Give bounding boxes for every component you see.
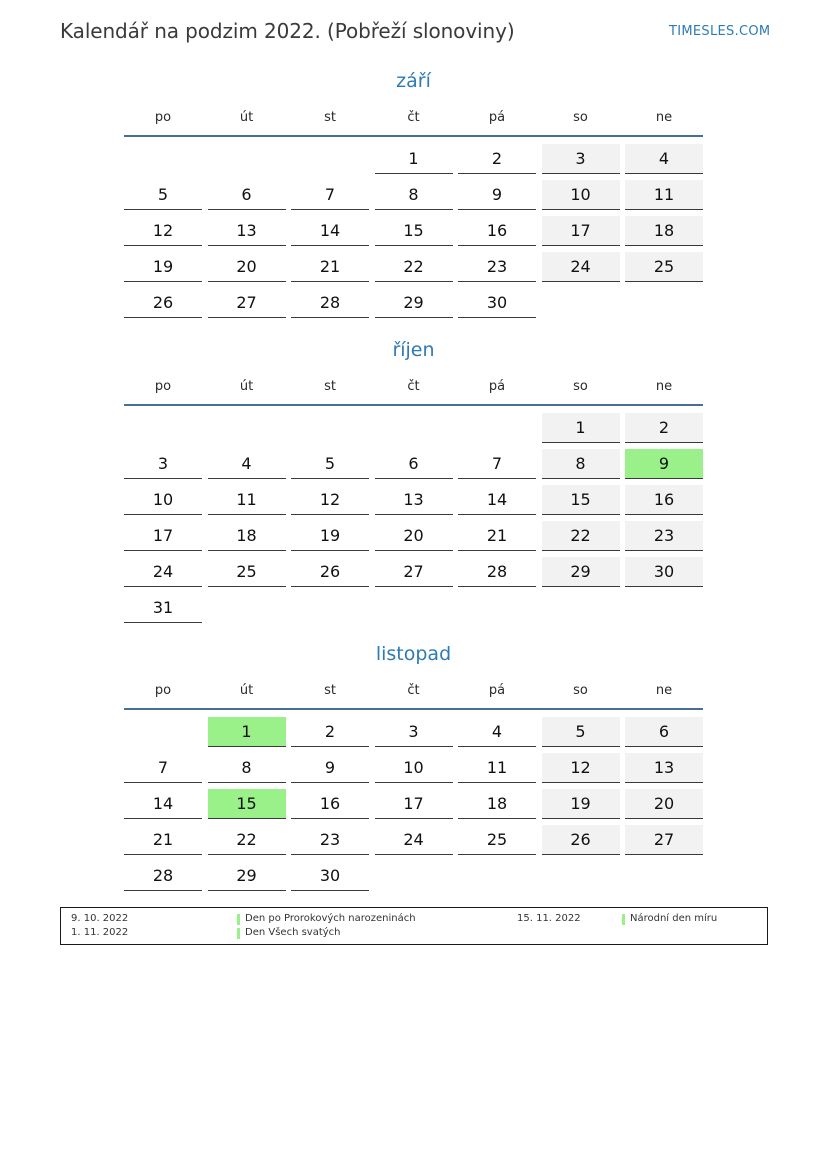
day-cell: 27: [208, 288, 286, 318]
weekday-label: pá: [488, 379, 506, 394]
month-title: říjen: [392, 339, 435, 361]
day-cell: 30: [458, 288, 536, 318]
day-cell: 3: [375, 717, 453, 747]
day-cell: 2: [458, 144, 536, 174]
weekend-day-cell: 26: [542, 825, 620, 855]
day-cell: 8: [375, 180, 453, 210]
day-cell: 23: [458, 252, 536, 282]
weekday-label: st: [324, 683, 336, 698]
weekend-day-cell: 29: [542, 557, 620, 587]
day-cell: 5: [291, 449, 369, 479]
day-cell: 21: [291, 252, 369, 282]
page-title: Kalendář na podzim 2022. (Pobřeží slonoviny): [60, 19, 515, 43]
holiday-day-cell: 1: [208, 717, 286, 747]
day-cell: 30: [291, 861, 369, 891]
weekend-day-cell: 27: [625, 825, 703, 855]
day-cell: 22: [208, 825, 286, 855]
weekend-day-cell: 30: [625, 557, 703, 587]
day-cell: 26: [124, 288, 202, 318]
day-cell: 25: [458, 825, 536, 855]
day-cell: 10: [124, 485, 202, 515]
day-cell: 15: [375, 216, 453, 246]
weekend-day-cell: 4: [625, 144, 703, 174]
month-title: září: [396, 70, 431, 92]
weekend-day-cell: 1: [542, 413, 620, 443]
day-cell: 19: [291, 521, 369, 551]
weekend-day-cell: 5: [542, 717, 620, 747]
day-cell: 24: [124, 557, 202, 587]
weekday-header: [124, 683, 703, 699]
weekday-label: út: [239, 683, 254, 698]
month-title: listopad: [375, 643, 452, 665]
day-cell: 12: [291, 485, 369, 515]
weekday-label: ne: [655, 683, 673, 698]
day-cell: 8: [208, 753, 286, 783]
header-rule: [124, 135, 703, 137]
day-cell: 12: [124, 216, 202, 246]
day-cell: 9: [291, 753, 369, 783]
day-cell: 11: [208, 485, 286, 515]
weekend-day-cell: 12: [542, 753, 620, 783]
legend-date: 15. 11. 2022: [517, 913, 581, 924]
day-cell: 29: [375, 288, 453, 318]
legend-holiday-name: Národní den míru: [622, 913, 717, 924]
weekend-day-cell: 25: [625, 252, 703, 282]
weekday-label: po: [154, 683, 172, 698]
weekday-label: pá: [488, 683, 506, 698]
header-rule: [124, 708, 703, 710]
weekday-label: po: [154, 379, 172, 394]
weekday-header: [124, 110, 703, 126]
day-cell: 2: [291, 717, 369, 747]
weekend-day-cell: 3: [542, 144, 620, 174]
day-cell: 21: [124, 825, 202, 855]
weekday-label: út: [239, 110, 254, 125]
day-cell: 29: [208, 861, 286, 891]
day-cell: 17: [124, 521, 202, 551]
weekday-label: čt: [407, 379, 420, 394]
weekday-label: so: [573, 379, 588, 394]
weekday-label: čt: [407, 110, 420, 125]
weekday-label: ne: [655, 379, 673, 394]
day-cell: 17: [375, 789, 453, 819]
weekend-day-cell: 10: [542, 180, 620, 210]
weekend-day-cell: 11: [625, 180, 703, 210]
day-cell: 26: [291, 557, 369, 587]
day-cell: 22: [375, 252, 453, 282]
weekday-label: st: [324, 110, 336, 125]
day-cell: 4: [458, 717, 536, 747]
day-cell: 3: [124, 449, 202, 479]
weekend-day-cell: 17: [542, 216, 620, 246]
weekday-label: so: [573, 110, 588, 125]
day-cell: 5: [124, 180, 202, 210]
day-cell: 19: [124, 252, 202, 282]
day-cell: 7: [458, 449, 536, 479]
holiday-day-cell: 9: [625, 449, 703, 479]
day-cell: 16: [291, 789, 369, 819]
day-cell: 18: [208, 521, 286, 551]
day-cell: 31: [124, 593, 202, 623]
day-cell: 27: [375, 557, 453, 587]
day-cell: 7: [124, 753, 202, 783]
holiday-legend: [60, 907, 768, 945]
day-cell: 9: [458, 180, 536, 210]
weekday-label: st: [324, 379, 336, 394]
weekend-day-cell: 6: [625, 717, 703, 747]
day-cell: 23: [291, 825, 369, 855]
day-cell: 24: [375, 825, 453, 855]
weekend-day-cell: 2: [625, 413, 703, 443]
day-cell: 28: [124, 861, 202, 891]
weekday-label: čt: [407, 683, 420, 698]
day-cell: 4: [208, 449, 286, 479]
day-cell: 18: [458, 789, 536, 819]
legend-date: 1. 11. 2022: [71, 927, 129, 938]
header-rule: [124, 404, 703, 406]
day-cell: 21: [458, 521, 536, 551]
day-cell: 20: [375, 521, 453, 551]
day-cell: 11: [458, 753, 536, 783]
legend-holiday-name: Den po Prorokových narozeninách: [237, 913, 416, 924]
weekend-day-cell: 13: [625, 753, 703, 783]
weekend-day-cell: 24: [542, 252, 620, 282]
brand-logo-text[interactable]: TIMESLES.COM: [669, 24, 771, 39]
day-cell: 1: [375, 144, 453, 174]
weekend-day-cell: 18: [625, 216, 703, 246]
day-cell: 16: [458, 216, 536, 246]
weekend-day-cell: 19: [542, 789, 620, 819]
weekday-label: pá: [488, 110, 506, 125]
weekend-day-cell: 23: [625, 521, 703, 551]
weekday-header: [124, 379, 703, 395]
weekday-label: so: [573, 683, 588, 698]
day-cell: 10: [375, 753, 453, 783]
weekday-label: po: [154, 110, 172, 125]
holiday-day-cell: 15: [208, 789, 286, 819]
day-cell: 14: [458, 485, 536, 515]
weekday-label: út: [239, 379, 254, 394]
day-cell: 13: [375, 485, 453, 515]
day-cell: 13: [208, 216, 286, 246]
day-cell: 20: [208, 252, 286, 282]
weekday-label: ne: [655, 110, 673, 125]
weekend-day-cell: 22: [542, 521, 620, 551]
day-cell: 7: [291, 180, 369, 210]
day-cell: 14: [291, 216, 369, 246]
day-cell: 6: [375, 449, 453, 479]
weekend-day-cell: 15: [542, 485, 620, 515]
weekend-day-cell: 20: [625, 789, 703, 819]
legend-holiday-name: Den Všech svatých: [237, 927, 341, 938]
weekend-day-cell: 16: [625, 485, 703, 515]
day-cell: 6: [208, 180, 286, 210]
legend-date: 9. 10. 2022: [71, 913, 129, 924]
weekend-day-cell: 8: [542, 449, 620, 479]
day-cell: 28: [458, 557, 536, 587]
day-cell: 25: [208, 557, 286, 587]
day-cell: 28: [291, 288, 369, 318]
day-cell: 14: [124, 789, 202, 819]
